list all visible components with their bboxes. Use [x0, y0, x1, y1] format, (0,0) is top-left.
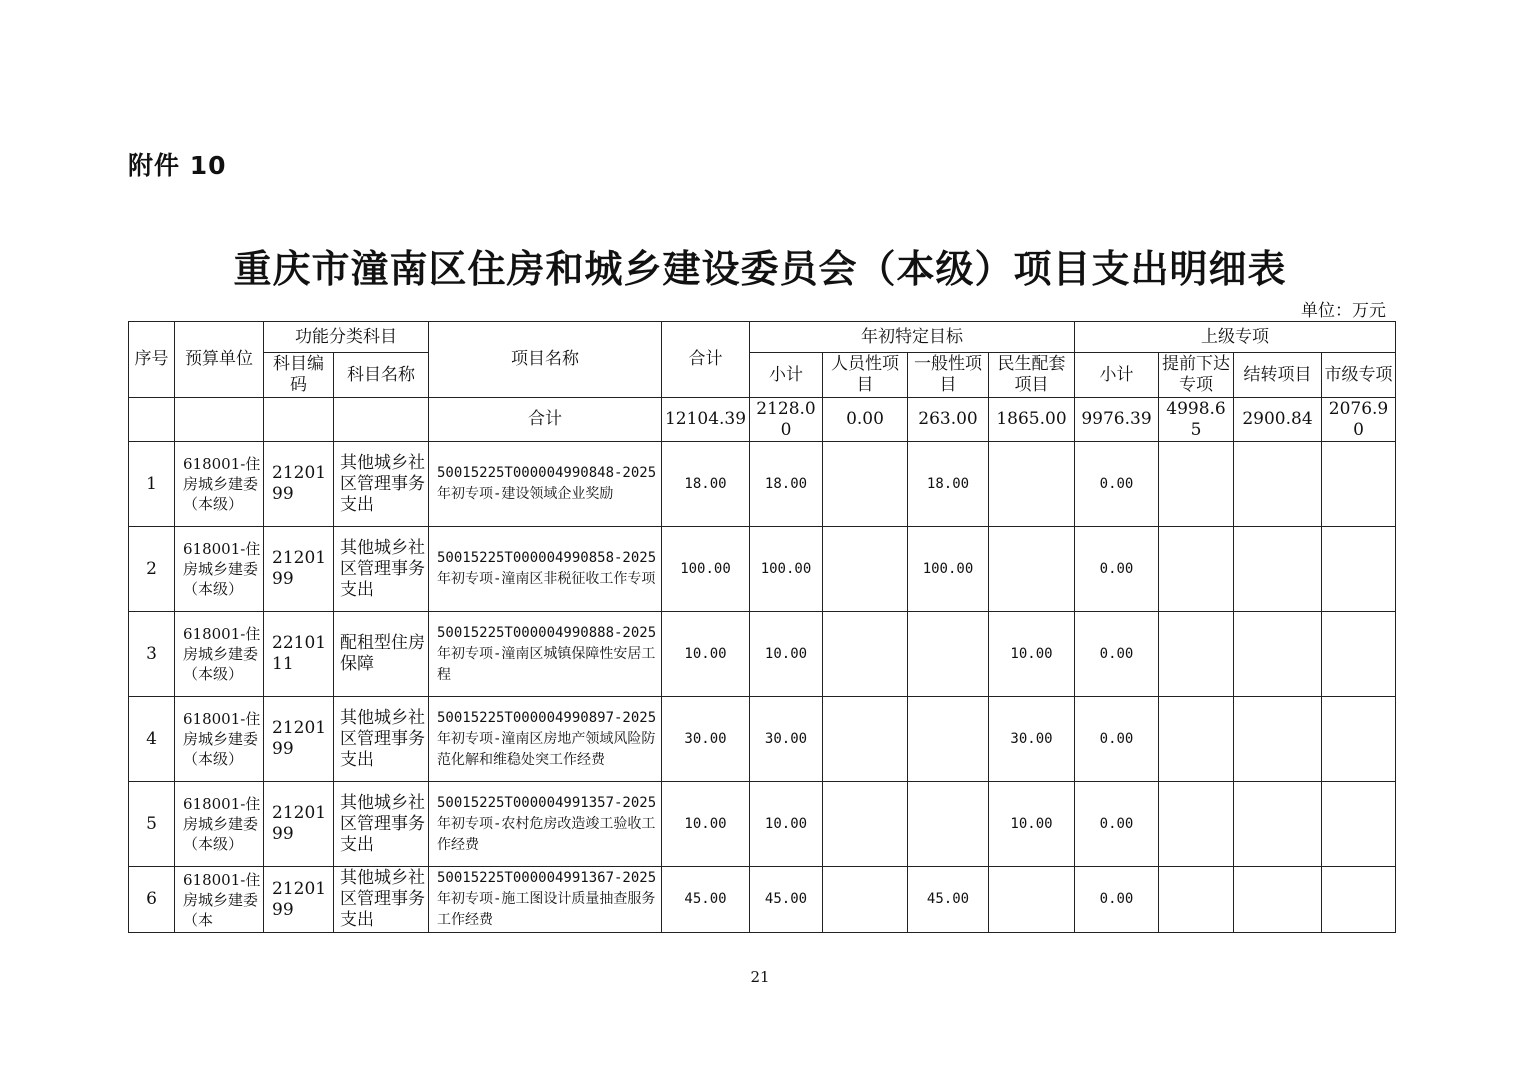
row-advance: [1159, 782, 1234, 867]
totals-total: 12104.39: [662, 398, 750, 442]
row-budget-unit: 618001-住房城乡建委（本级）: [175, 612, 264, 697]
row-budget-unit: 618001-住房城乡建委（本: [175, 867, 264, 933]
row-subject-name: 其他城乡社区管理事务支出: [334, 782, 429, 867]
row-livelihood: 10.00: [989, 782, 1075, 867]
row-subject-name: 配租型住房保障: [334, 612, 429, 697]
header-personnel: 人员性项目: [823, 353, 908, 398]
row-advance: [1159, 527, 1234, 612]
row-advance: [1159, 612, 1234, 697]
row-personnel: [823, 612, 908, 697]
row-superior-subtotal: 0.00: [1075, 612, 1159, 697]
row-seq: 5: [129, 782, 175, 867]
header-carryover: 结转项目: [1234, 353, 1322, 398]
row-total: 100.00: [662, 527, 750, 612]
row-general: 45.00: [908, 867, 989, 933]
row-personnel: [823, 442, 908, 527]
row-advance: [1159, 442, 1234, 527]
page-title: 重庆市潼南区住房和城乡建设委员会（本级）项目支出明细表: [233, 247, 1287, 291]
row-personnel: [823, 527, 908, 612]
row-subtotal: 10.00: [750, 782, 823, 867]
row-project-name: 50015225T000004990897-2025年初专项-潼南区房地产领域风险防范化解和维稳处突工作经费: [429, 697, 662, 782]
row-general: [908, 612, 989, 697]
row-carryover: [1234, 527, 1322, 612]
row-superior-subtotal: 0.00: [1075, 782, 1159, 867]
header-subject-name: 科目名称: [334, 353, 429, 398]
row-seq: 6: [129, 867, 175, 933]
totals-city: 2076.90: [1322, 398, 1396, 442]
row-subject-code: 2120199: [264, 867, 334, 933]
row-carryover: [1234, 782, 1322, 867]
row-livelihood: [989, 527, 1075, 612]
row-budget-unit: 618001-住房城乡建委（本级）: [175, 527, 264, 612]
totals-advance: 4998.65: [1159, 398, 1234, 442]
expenditure-table: [128, 321, 1396, 933]
table-row: [129, 782, 1396, 867]
attachment-label: 附件 10: [128, 151, 227, 180]
row-city: [1322, 782, 1396, 867]
row-carryover: [1234, 867, 1322, 933]
row-subject-code: 2120199: [264, 442, 334, 527]
row-seq: 4: [129, 697, 175, 782]
totals-row: [129, 398, 1396, 442]
header-seq: 序号: [129, 322, 175, 398]
table-row: [129, 527, 1396, 612]
row-subject-name: 其他城乡社区管理事务支出: [334, 867, 429, 933]
header-advance: 提前下达专项: [1159, 353, 1234, 398]
row-total: 10.00: [662, 612, 750, 697]
row-carryover: [1234, 442, 1322, 527]
row-advance: [1159, 697, 1234, 782]
totals-livelihood: 1865.00: [989, 398, 1075, 442]
header-subtotal: 小计: [750, 353, 823, 398]
row-budget-unit: 618001-住房城乡建委（本级）: [175, 442, 264, 527]
totals-subject: [334, 398, 429, 442]
header-project-name: 项目名称: [429, 322, 662, 398]
row-advance: [1159, 867, 1234, 933]
page-number: 21: [750, 968, 770, 986]
row-city: [1322, 697, 1396, 782]
row-superior-subtotal: 0.00: [1075, 867, 1159, 933]
row-general: 18.00: [908, 442, 989, 527]
row-total: 10.00: [662, 782, 750, 867]
totals-general: 263.00: [908, 398, 989, 442]
row-personnel: [823, 867, 908, 933]
totals-subtotal: 2128.00: [750, 398, 823, 442]
row-subject-code: 2120199: [264, 782, 334, 867]
row-personnel: [823, 697, 908, 782]
totals-label: 合计: [429, 398, 662, 442]
row-subtotal: 100.00: [750, 527, 823, 612]
totals-personnel: 0.00: [823, 398, 908, 442]
row-seq: 2: [129, 527, 175, 612]
row-budget-unit: 618001-住房城乡建委（本级）: [175, 782, 264, 867]
row-general: 100.00: [908, 527, 989, 612]
row-general: [908, 782, 989, 867]
row-personnel: [823, 782, 908, 867]
row-superior-subtotal: 0.00: [1075, 442, 1159, 527]
row-subtotal: 18.00: [750, 442, 823, 527]
row-total: 30.00: [662, 697, 750, 782]
header-budget-unit: 预算单位: [175, 322, 264, 398]
totals-unit: [175, 398, 264, 442]
row-superior-subtotal: 0.00: [1075, 527, 1159, 612]
row-carryover: [1234, 697, 1322, 782]
row-subtotal: 10.00: [750, 612, 823, 697]
header-superior: 上级专项: [1075, 322, 1396, 353]
row-city: [1322, 612, 1396, 697]
row-total: 45.00: [662, 867, 750, 933]
totals-code: [264, 398, 334, 442]
header-livelihood: 民生配套项目: [989, 353, 1075, 398]
row-budget-unit: 618001-住房城乡建委（本级）: [175, 697, 264, 782]
table-row: [129, 612, 1396, 697]
row-livelihood: 30.00: [989, 697, 1075, 782]
row-livelihood: 10.00: [989, 612, 1075, 697]
header-superior-subtotal: 小计: [1075, 353, 1159, 398]
table-row: [129, 442, 1396, 527]
row-seq: 3: [129, 612, 175, 697]
header-general: 一般性项目: [908, 353, 989, 398]
row-project-name: 50015225T000004991357-2025年初专项-农村危房改造竣工验收工作经费: [429, 782, 662, 867]
row-seq: 1: [129, 442, 175, 527]
table-row: [129, 867, 1396, 933]
row-subtotal: 30.00: [750, 697, 823, 782]
totals-carryover: 2900.84: [1234, 398, 1322, 442]
row-subject-name: 其他城乡社区管理事务支出: [334, 527, 429, 612]
row-project-name: 50015225T000004990858-2025年初专项-潼南区非税征收工作专项: [429, 527, 662, 612]
header-func-class: 功能分类科目: [264, 322, 429, 353]
row-project-name: 50015225T000004990848-2025年初专项-建设领域企业奖励: [429, 442, 662, 527]
row-superior-subtotal: 0.00: [1075, 697, 1159, 782]
row-city: [1322, 527, 1396, 612]
row-general: [908, 697, 989, 782]
table-row: [129, 697, 1396, 782]
unit-label: 单位：万元: [1301, 301, 1386, 321]
row-subtotal: 45.00: [750, 867, 823, 933]
row-livelihood: [989, 867, 1075, 933]
row-city: [1322, 442, 1396, 527]
header-row-2: [129, 353, 1396, 398]
row-subject-code: 2210111: [264, 612, 334, 697]
header-subject-code: 科目编码: [264, 353, 334, 398]
row-livelihood: [989, 442, 1075, 527]
row-total: 18.00: [662, 442, 750, 527]
row-subject-name: 其他城乡社区管理事务支出: [334, 697, 429, 782]
row-city: [1322, 867, 1396, 933]
totals-seq: [129, 398, 175, 442]
row-carryover: [1234, 612, 1322, 697]
header-annual-target: 年初特定目标: [750, 322, 1075, 353]
row-subject-code: 2120199: [264, 527, 334, 612]
row-project-name: 50015225T000004990888-2025年初专项-潼南区城镇保障性安居工程: [429, 612, 662, 697]
totals-superior-subtotal: 9976.39: [1075, 398, 1159, 442]
header-row-1: [129, 322, 1396, 353]
row-subject-name: 其他城乡社区管理事务支出: [334, 442, 429, 527]
row-subject-code: 2120199: [264, 697, 334, 782]
header-total: 合计: [662, 322, 750, 398]
header-city: 市级专项: [1322, 353, 1396, 398]
row-project-name: 50015225T000004991367-2025年初专项-施工图设计质量抽查服务工作经费: [429, 867, 662, 933]
